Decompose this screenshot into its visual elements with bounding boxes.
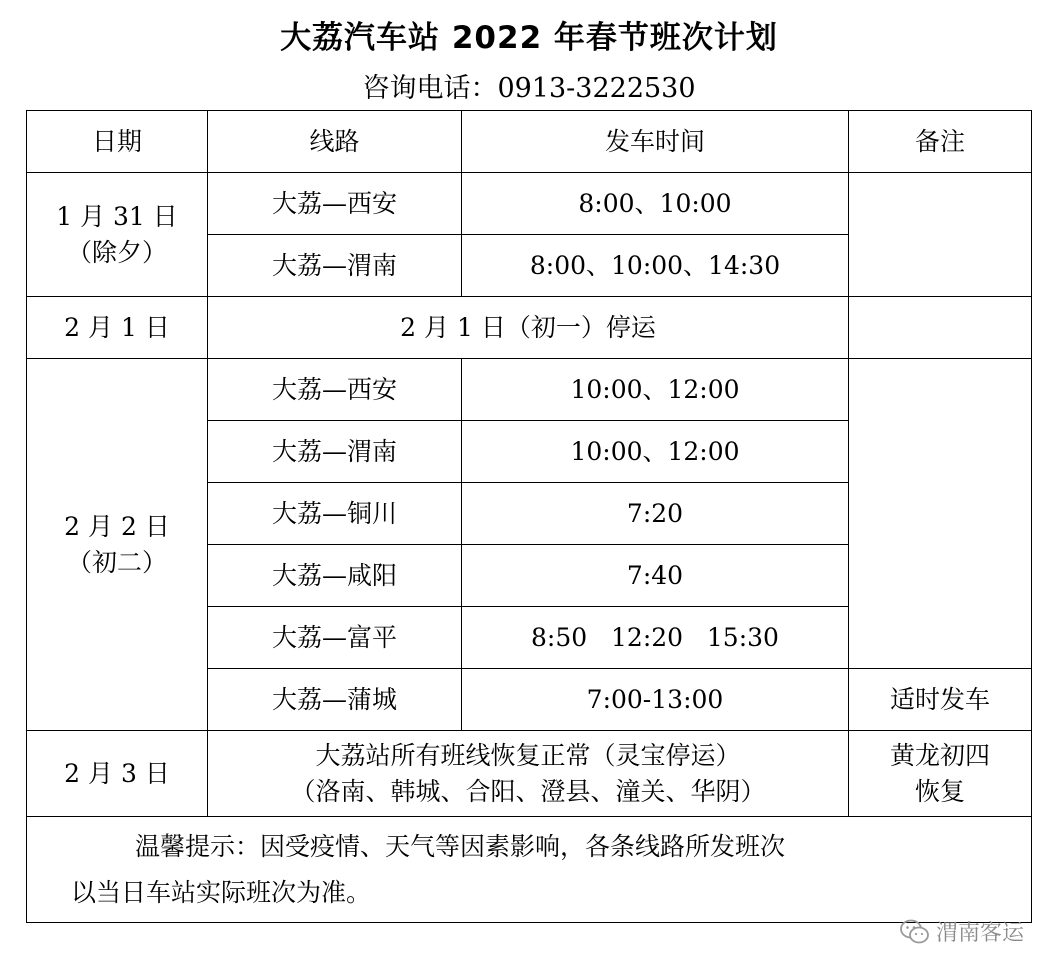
- route-cell: 大荔—富平: [208, 607, 462, 669]
- note-cell: [849, 173, 1032, 297]
- notice-line: 以当日车站实际班次为准。: [71, 877, 372, 907]
- route-cell: 大荔—咸阳: [208, 545, 462, 607]
- time-cell: 8:00、10:00、14:30: [462, 235, 849, 297]
- resume-line: 大荔站所有班线恢复正常（灵宝停运）: [315, 740, 741, 770]
- table-row: [27, 173, 1032, 235]
- suspension-cell: 2 月 1 日（初一）停运: [208, 297, 849, 359]
- time-cell: 7:20: [462, 483, 849, 545]
- header-time: 发车时间: [462, 111, 849, 173]
- resume-detail: （洛南、韩城、合阳、澄县、潼关、华阴）: [290, 776, 766, 806]
- page-title: 大荔汽车站 2022 年春节班次计划: [280, 20, 778, 56]
- route-cell: 大荔—蒲城: [208, 669, 462, 731]
- time-cell: 8:50 12:20 15:30: [462, 607, 849, 669]
- consult-phone: 咨询电话：0913-3222530: [362, 73, 696, 104]
- table-row: [27, 731, 1032, 817]
- route-cell: 大荔—西安: [208, 173, 462, 235]
- note-cell: [849, 297, 1032, 359]
- header-note: 备注: [849, 111, 1032, 173]
- note-line: 恢复: [914, 776, 965, 806]
- date-cell: [27, 173, 208, 297]
- note-cell: [849, 359, 1032, 669]
- note-cell: [849, 731, 1032, 817]
- resume-cell: [208, 731, 849, 817]
- table-header-row: [27, 111, 1032, 173]
- schedule-table: [26, 110, 1032, 923]
- time-cell: 10:00、12:00: [462, 421, 849, 483]
- wechat-icon: [900, 919, 930, 945]
- watermark-text: 渭南客运: [935, 921, 1024, 946]
- notice-line: 温馨提示：因受疫情、天气等因素影响，各条线路所发班次: [135, 831, 786, 861]
- table-row: [27, 359, 1032, 421]
- notice-cell: [27, 817, 1032, 923]
- time-cell: 10:00、12:00: [462, 359, 849, 421]
- note-cell: 适时发车: [849, 669, 1032, 731]
- time-cell: 7:40: [462, 545, 849, 607]
- header-route: 线路: [208, 111, 462, 173]
- route-cell: 大荔—渭南: [208, 421, 462, 483]
- note-line: 黄龙初四: [889, 740, 990, 770]
- route-cell: 大荔—铜川: [208, 483, 462, 545]
- date-cell: 2 月 3 日: [27, 731, 208, 817]
- date-line: 1 月 31 日: [56, 201, 178, 231]
- header-date: 日期: [27, 111, 208, 173]
- time-cell: 8:00、10:00: [462, 173, 849, 235]
- time-cell: 7:00-13:00: [462, 669, 849, 731]
- date-line: 2 月 2 日: [64, 511, 170, 541]
- date-sub: （除夕）: [66, 237, 167, 267]
- date-cell: [27, 359, 208, 731]
- notice-row: [27, 817, 1032, 923]
- table-row: [27, 297, 1032, 359]
- route-cell: 大荔—西安: [208, 359, 462, 421]
- date-sub: （初二）: [66, 547, 167, 577]
- route-cell: 大荔—渭南: [208, 235, 462, 297]
- date-cell: 2 月 1 日: [27, 297, 208, 359]
- watermark: [900, 916, 1024, 947]
